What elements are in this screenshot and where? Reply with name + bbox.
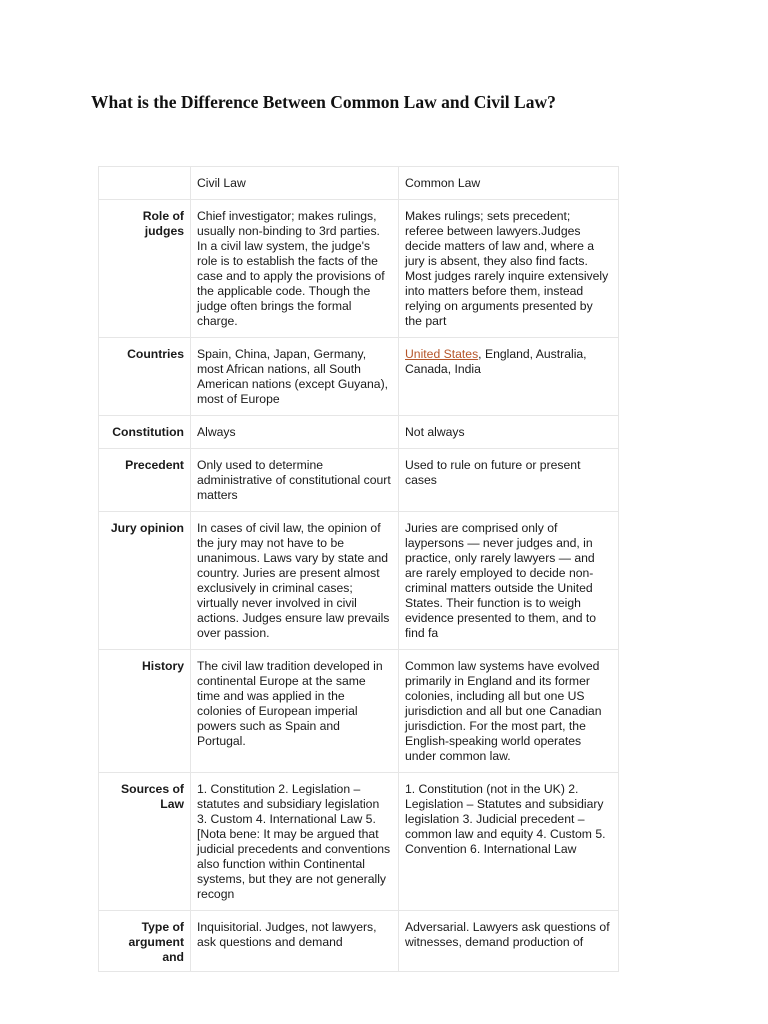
table-header-row xyxy=(99,167,619,200)
table-row xyxy=(99,338,619,416)
civil-cell: Spain, China, Japan, Germany, most African nations, all South American nations (except Guyana), most of Europe xyxy=(191,338,399,416)
row-label: Sources of Law xyxy=(99,773,191,911)
table-row xyxy=(99,650,619,773)
row-label: Jury opinion xyxy=(99,512,191,650)
page-title: What is the Difference Between Common Law and Civil Law? xyxy=(91,92,556,112)
common-cell-text: , England, Australia, Canada, India xyxy=(405,347,587,376)
row-label: Countries xyxy=(99,338,191,416)
row-label: History xyxy=(99,650,191,773)
common-cell: 1. Constitution (not in the UK) 2. Legislation – Statutes and subsidiary legislation 3. Judicial precedent – common law and equity 4. Custom 5. Convention 6. International Law xyxy=(399,773,619,911)
row-label: Type of argument and xyxy=(99,911,191,972)
civil-cell: Only used to determine administrative of constitutional court matters xyxy=(191,449,399,512)
civil-cell: Always xyxy=(191,416,399,449)
table-row xyxy=(99,512,619,650)
common-cell: Used to rule on future or present cases xyxy=(399,449,619,512)
united-states-link[interactable]: United States xyxy=(405,347,479,361)
civil-cell: In cases of civil law, the opinion of the jury may not have to be unanimous. Laws vary by state and country. Juries are present almost exclusively in criminal cases; virtually never involved in civil actions. Judges ensure law prevails over passion. xyxy=(191,512,399,650)
common-cell: Adversarial. Lawyers ask questions of witnesses, demand production of xyxy=(399,911,619,972)
common-cell xyxy=(399,338,619,416)
table-row xyxy=(99,200,619,338)
table-row xyxy=(99,773,619,911)
civil-cell: Chief investigator; makes rulings, usually non-binding to 3rd parties. In a civil law system, the judge's role is to establish the facts of the case and to apply the provisions of the applicable code. Though the judge often brings the formal charge. xyxy=(191,200,399,338)
civil-cell: 1. Constitution 2. Legislation – statutes and subsidiary legislation 3. Custom 4. International Law 5. [Nota bene: It may be argued that judicial precedents and conventions also function within Continental systems, but they are not generally recogn xyxy=(191,773,399,911)
civil-cell: The civil law tradition developed in continental Europe at the same time and was applied in the colonies of European imperial powers such as Spain and Portugal. xyxy=(191,650,399,773)
row-label: Constitution xyxy=(99,416,191,449)
common-cell: Common law systems have evolved primarily in England and its former colonies, including all but one US jurisdiction and all but one Canadian jurisdiction. For the most part, the English-speaking world operates under common law. xyxy=(399,650,619,773)
table-row xyxy=(99,416,619,449)
civil-cell: Inquisitorial. Judges, not lawyers, ask questions and demand xyxy=(191,911,399,972)
common-cell: Juries are comprised only of laypersons — never judges and, in practice, only rarely lawyers — and are rarely employed to decide non-criminal matters outside the United States. Their function is to weigh evidence presented to them, and to find fa xyxy=(399,512,619,650)
row-label: Precedent xyxy=(99,449,191,512)
header-empty xyxy=(99,167,191,200)
row-label: Role of judges xyxy=(99,200,191,338)
table-row xyxy=(99,911,619,972)
comparison-table xyxy=(98,166,619,972)
common-cell: Makes rulings; sets precedent; referee between lawyers.Judges decide matters of law and, where a jury is absent, they also find facts. Most judges rarely inquire extensively into matters before them, instead relying on arguments presented by the part xyxy=(399,200,619,338)
common-cell: Not always xyxy=(399,416,619,449)
header-common-law: Common Law xyxy=(399,167,619,200)
header-civil-law: Civil Law xyxy=(191,167,399,200)
table-row xyxy=(99,449,619,512)
